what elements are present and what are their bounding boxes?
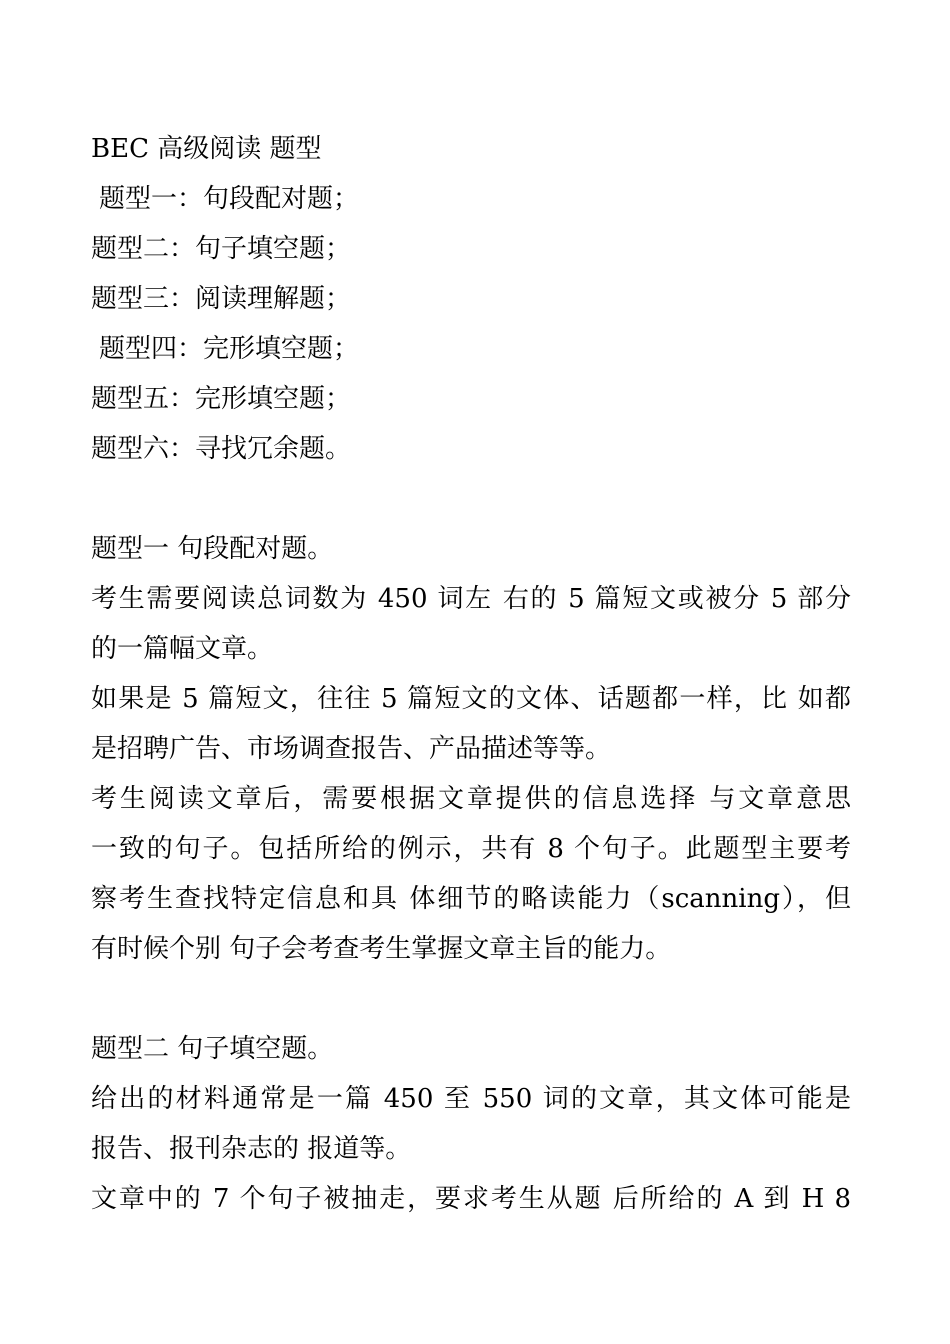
paragraph-line: 一致的句子。包括所给的例示，共有 8 个句子。此题型主要考: [91, 834, 851, 864]
spacer: [91, 474, 851, 524]
paragraph-line: 是招聘广告、市场调查报告、产品描述等等。: [91, 734, 612, 764]
paragraph-line: 考生需要阅读总词数为 450 词左 右的 5 篇短文或被分 5 部分: [91, 584, 851, 614]
section-heading: 题型二 句子填空题。: [91, 1034, 334, 1064]
type-list-item: 题型四：完形填空题；: [99, 334, 360, 364]
paragraph-line: 有时候个别 句子会考查考生掌握文章主旨的能力。: [91, 934, 672, 964]
type-list-item: 题型一：句段配对题；: [99, 184, 360, 214]
document-body: [91, 124, 851, 1224]
paragraph-line: 文章中的 7 个句子被抽走，要求考生从题 后所给的 A 到 H 8: [91, 1184, 851, 1214]
document-title: BEC 高级阅读 题型: [91, 134, 322, 164]
section-heading: 题型一 句段配对题。: [91, 534, 334, 564]
type-list-item: 题型五：完形填空题；: [91, 384, 352, 414]
type-list-item: 题型二：句子填空题；: [91, 234, 352, 264]
spacer: [91, 974, 851, 1024]
type-list-item: 题型六：寻找冗余题。: [91, 434, 352, 464]
paragraph-line: 给出的材料通常是一篇 450 至 550 词的文章，其文体可能是: [91, 1084, 851, 1114]
paragraph-line: 如果是 5 篇短文，往往 5 篇短文的文体、话题都一样，比 如都: [91, 684, 851, 714]
paragraph-line: 考生阅读文章后，需要根据文章提供的信息选择 与文章意思: [91, 784, 851, 814]
type-list-item: 题型三：阅读理解题；: [91, 284, 352, 314]
paragraph-line: 报告、报刊杂志的 报道等。: [91, 1134, 412, 1164]
paragraph-line: 察考生查找特定信息和具 体细节的略读能力（scanning），但: [91, 884, 851, 914]
paragraph-line: 的一篇幅文章。: [91, 634, 274, 664]
